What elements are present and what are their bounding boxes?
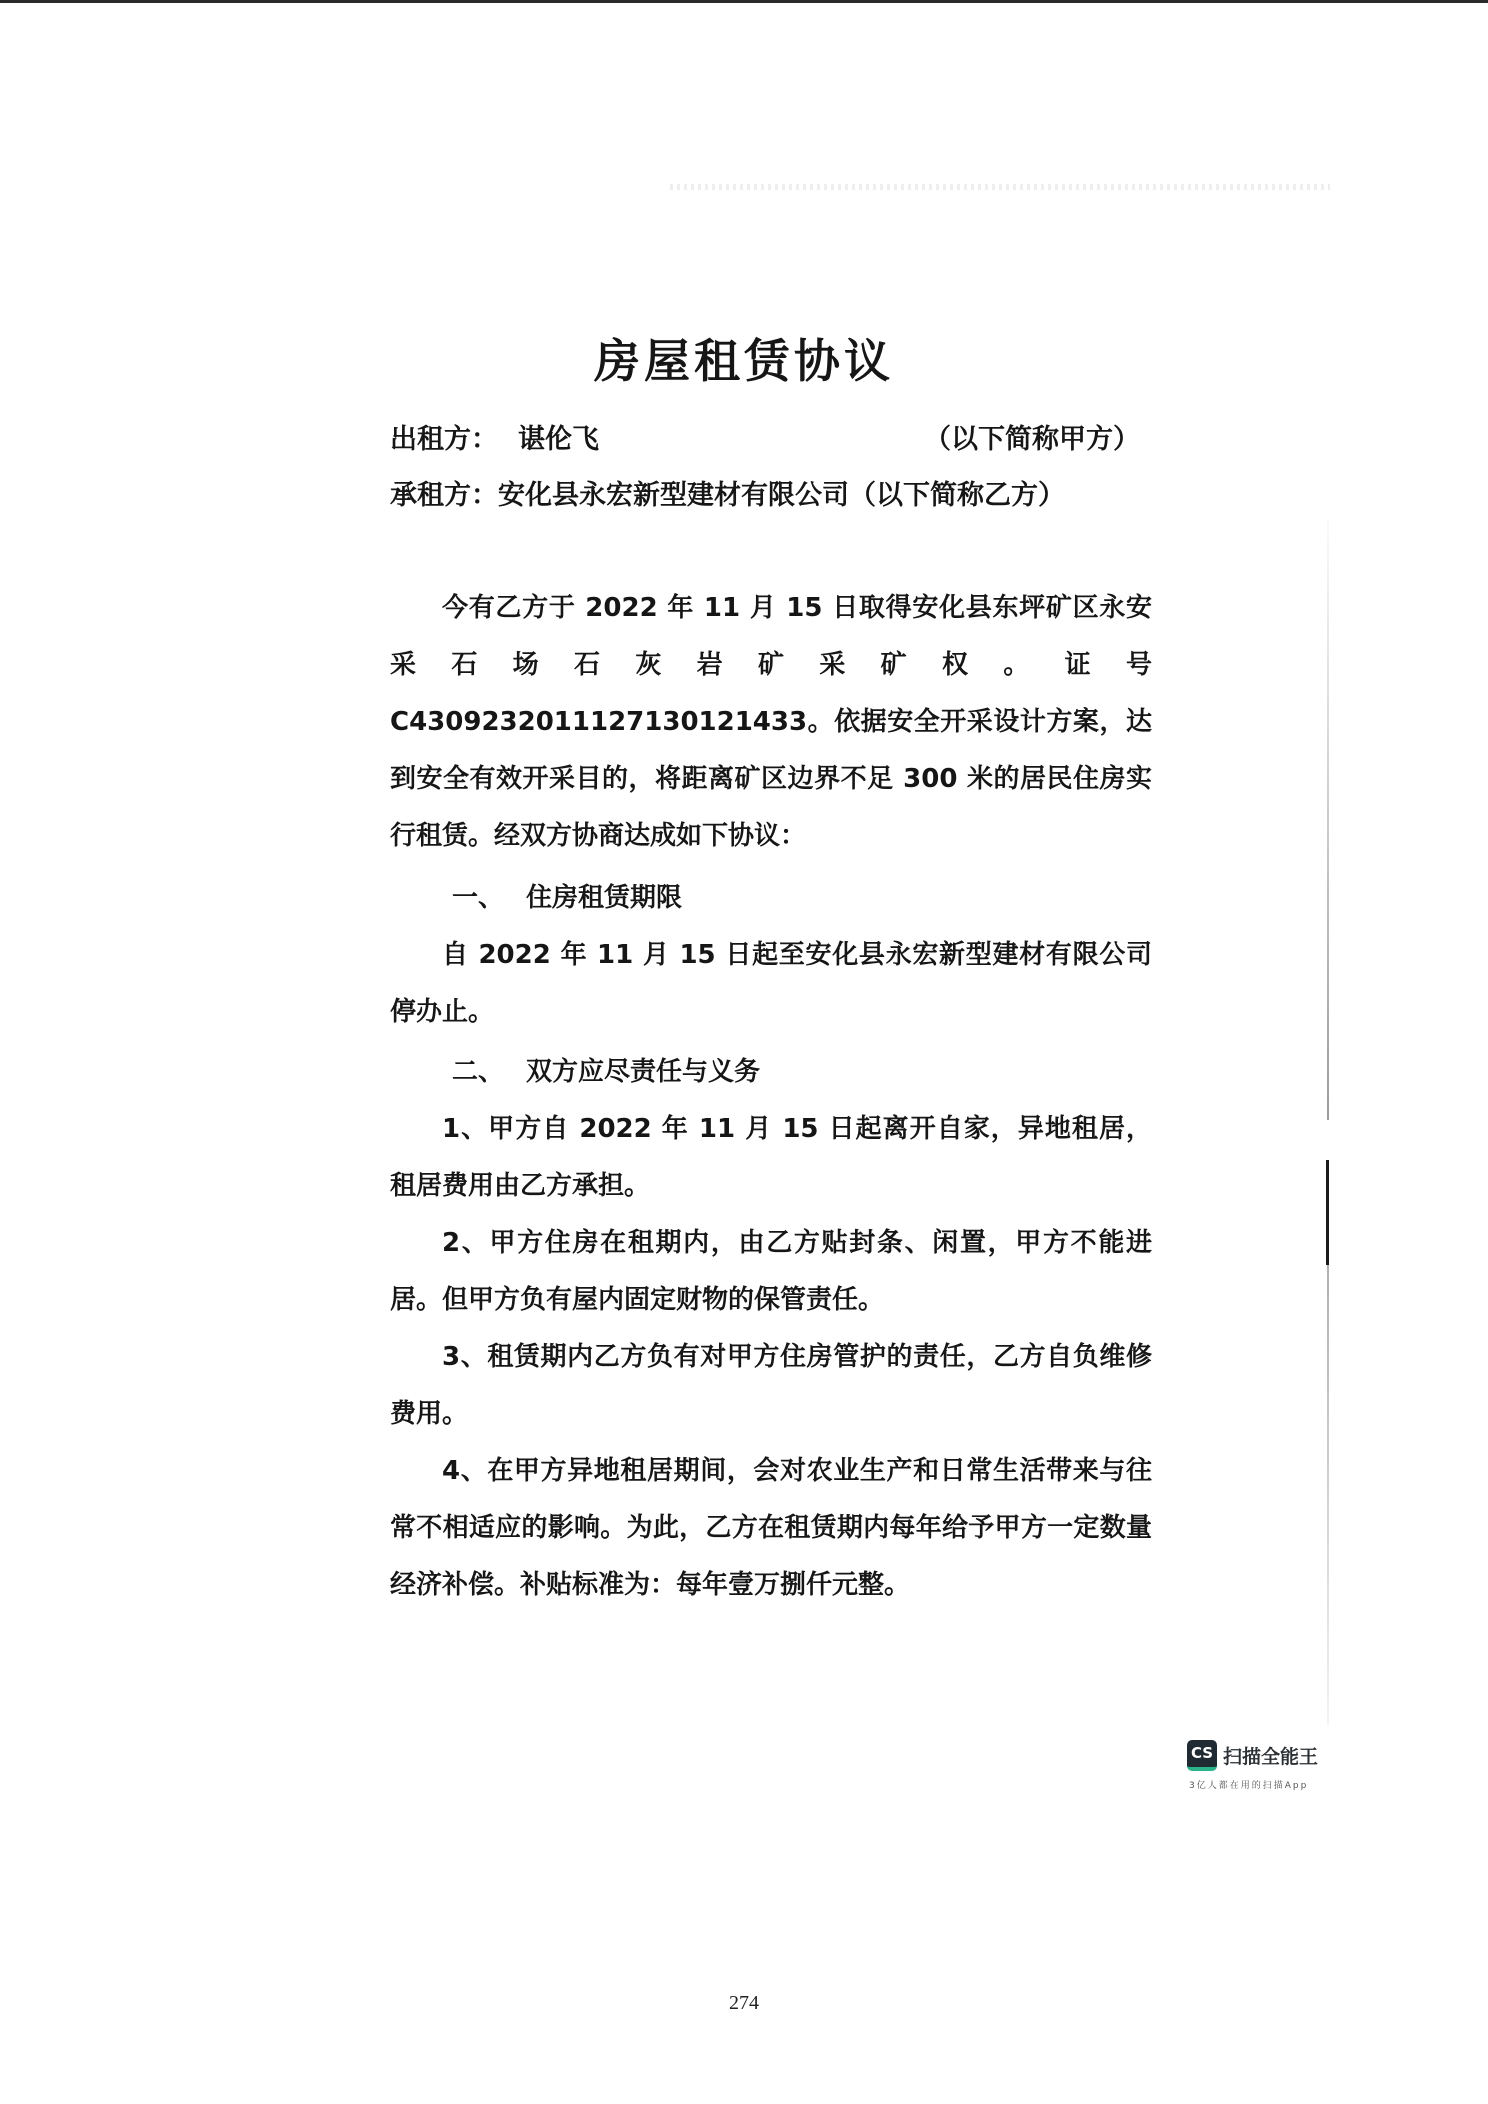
section-number: 二、 (452, 1057, 505, 1087)
section-heading (452, 870, 682, 927)
lessee-name: 安化县永宏新型建材有限公司 (498, 480, 849, 511)
lessor-alias: （以下简称甲方） (924, 424, 1140, 455)
watermark-app-name: 扫描全能王 (1223, 1746, 1319, 1768)
clause-paragraph: 1、甲方自 2022 年 11 月 15 日起离开自家，异地租居，租居费用由乙方承担。 (390, 1114, 1152, 1201)
watermark-tagline: 3亿人都在用的扫描App (1189, 1781, 1309, 1791)
document-title: 房屋租赁协议 (594, 334, 894, 388)
intro-paragraph: 今有乙方于 2022 年 11 月 15 日取得安化县东坪矿区永安采石场石灰岩矿采矿权。证号 C4309232011127130121433。依据安全开采设计方案，达到安全有效开采目的，将距离矿区边界不足 300 米的居民住房实行租赁。经双方协商达成如下协议： (390, 593, 1152, 851)
scan-edge-line (1327, 520, 1329, 1120)
camscanner-logo-icon: CS (1187, 1740, 1217, 1771)
lessor-label: 出租方： (390, 424, 498, 455)
section-title: 双方应尽责任与义务 (526, 1057, 761, 1087)
lessor-line (390, 417, 1140, 456)
term-paragraph: 自 2022 年 11 月 15 日起至安化县永宏新型建材有限公司停办止。 (390, 940, 1152, 1027)
scan-top-border (0, 0, 1488, 3)
lessor-name: 谌伦飞 (518, 424, 599, 455)
camscanner-watermark (1187, 1740, 1347, 1800)
page-number: 274 (729, 1992, 759, 2014)
clause-paragraph: 2、甲方住房在租期内，由乙方贴封条、闲置，甲方不能进居。但甲方负有屋内固定财物的保管责任。 (390, 1228, 1152, 1315)
section-heading (452, 1044, 760, 1101)
scan-artifact (670, 184, 1330, 190)
lessee-alias: （以下简称乙方） (849, 480, 1065, 511)
scan-edge-line (1326, 1160, 1329, 1265)
scan-edge-line (1327, 1265, 1329, 1725)
clause-paragraph: 4、在甲方异地租居期间，会对农业生产和日常生活带来与往常不相适应的影响。为此，乙方在租赁期内每年给予甲方一定数量经济补偿。补贴标准为：每年壹万捌仟元整。 (390, 1456, 1152, 1600)
section-title: 住房租赁期限 (526, 883, 683, 913)
clause-paragraph: 3、租赁期内乙方负有对甲方住房管护的责任，乙方自负维修费用。 (390, 1342, 1152, 1429)
lessee-label: 承租方： (390, 480, 498, 511)
section-number: 一、 (452, 883, 505, 913)
lessee-line (390, 473, 1140, 512)
